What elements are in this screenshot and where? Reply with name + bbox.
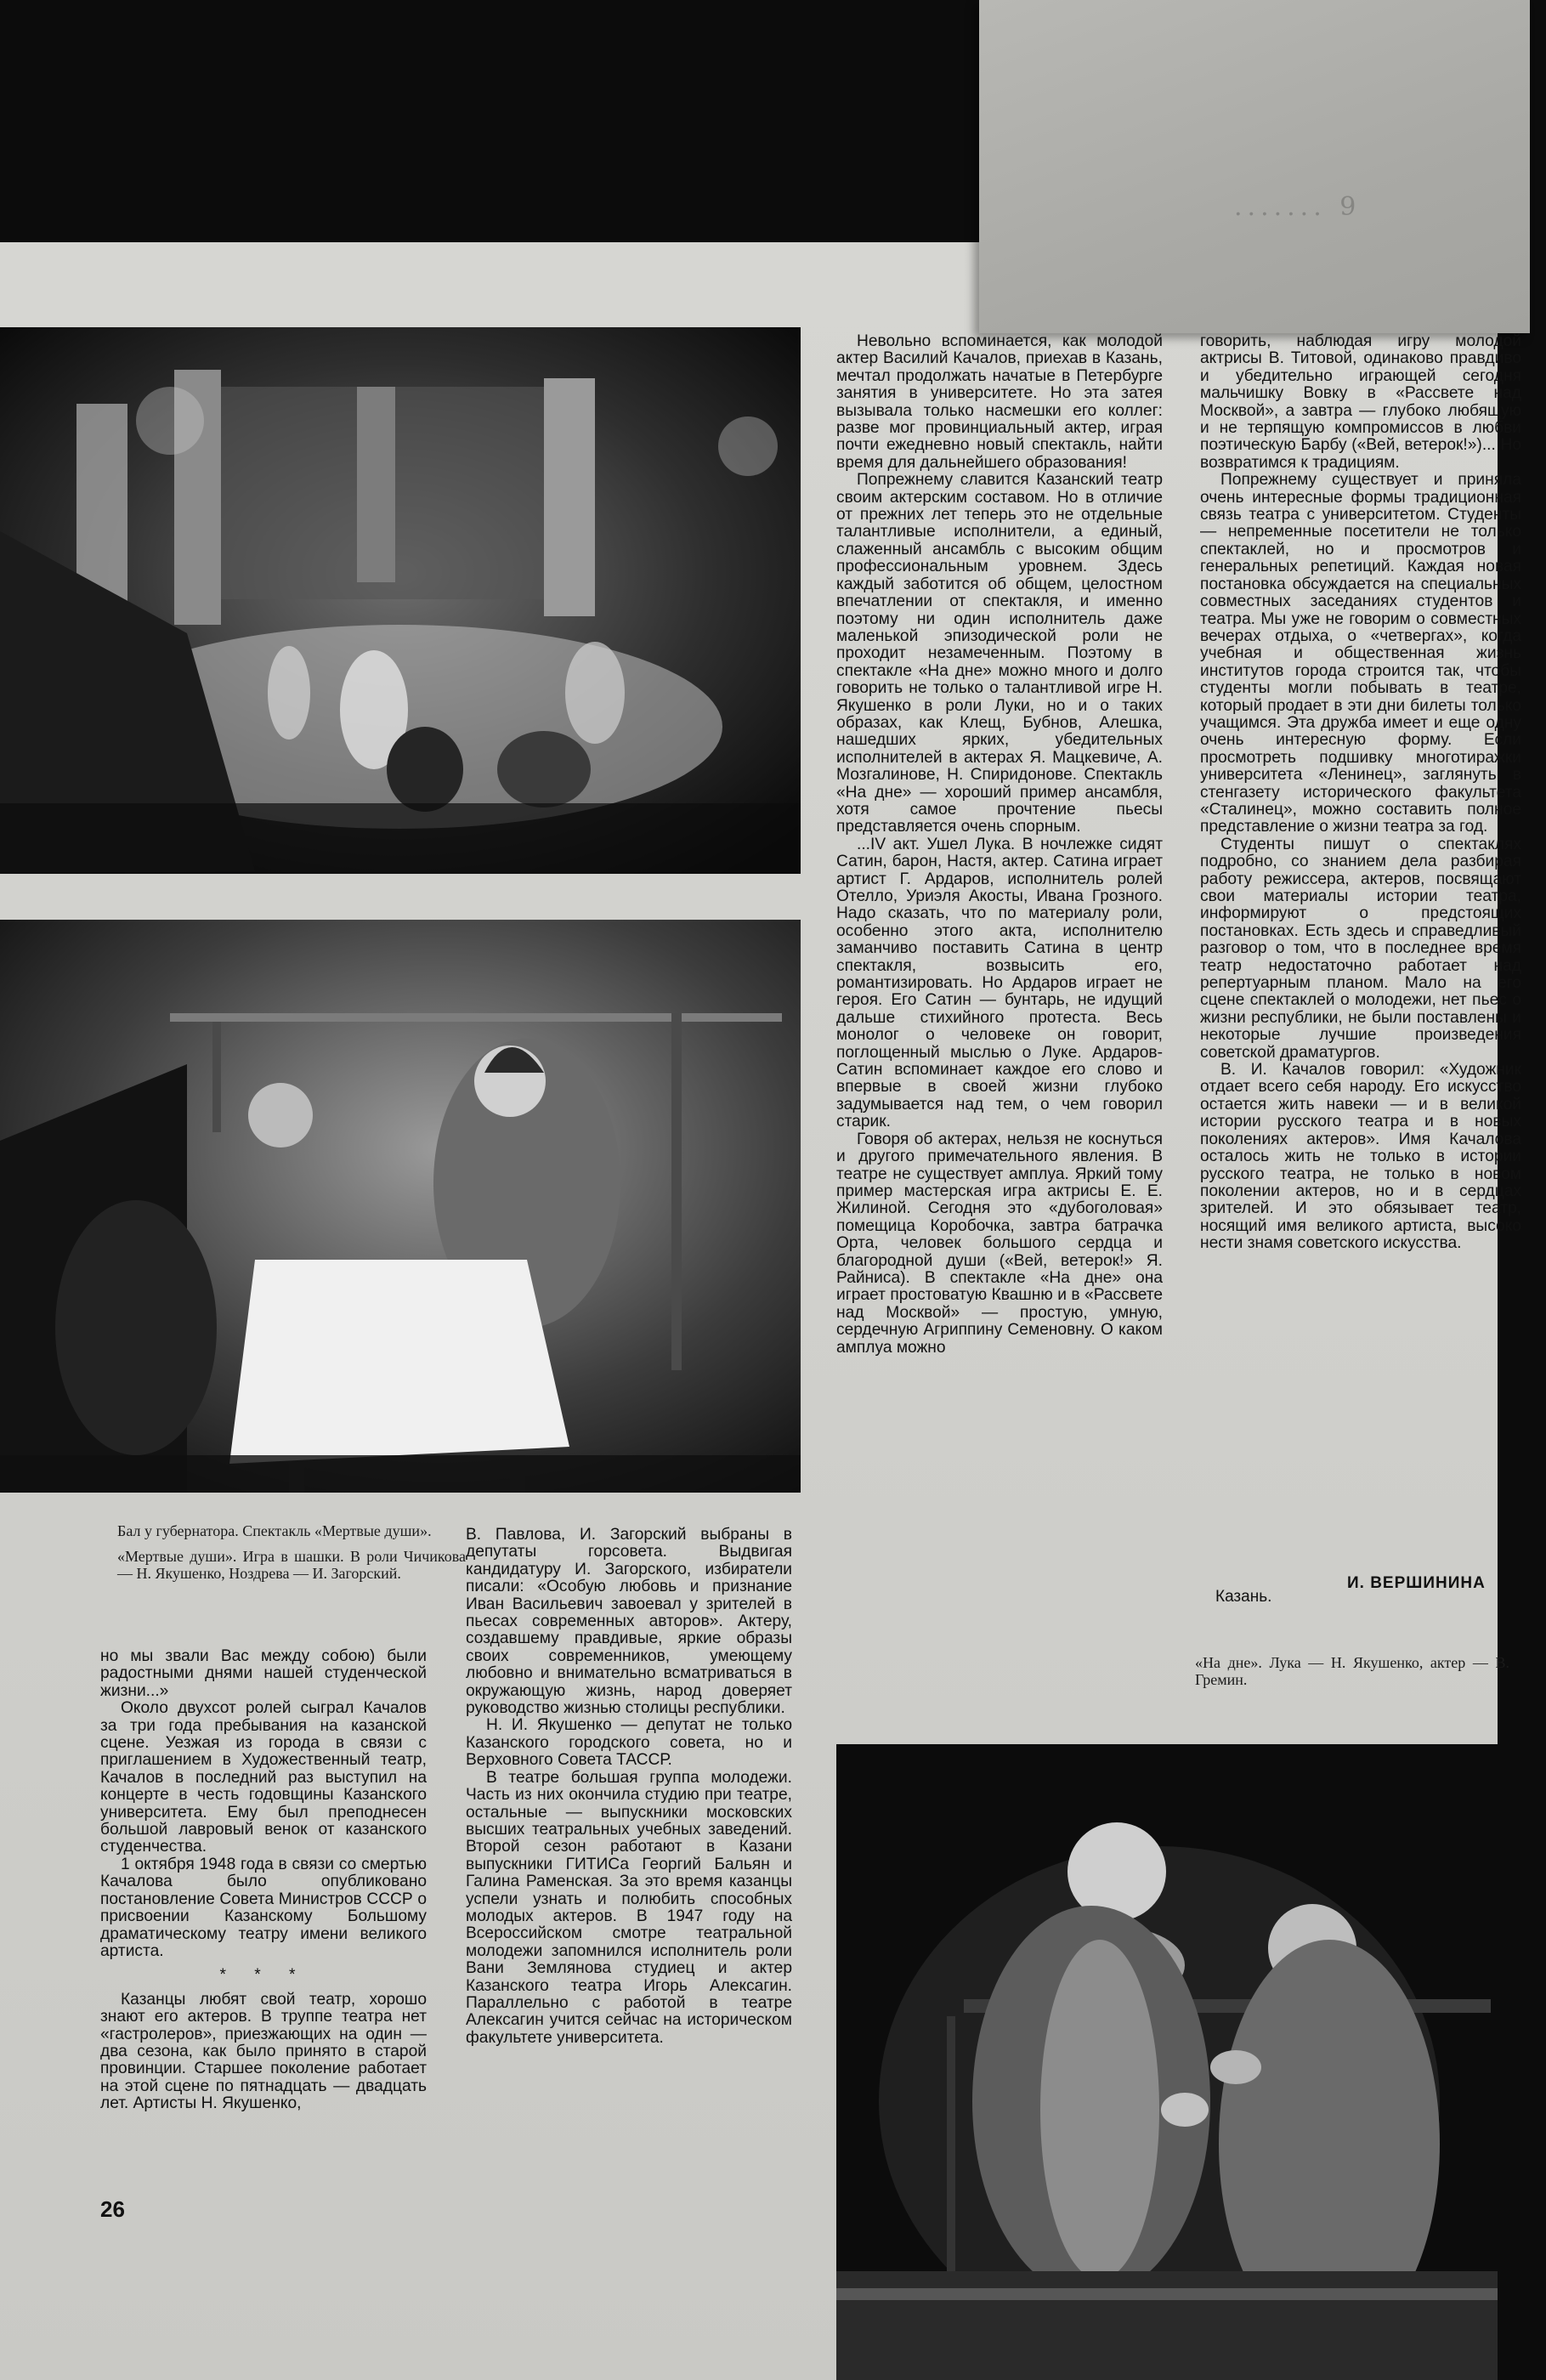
dateline-place: Казань. [1215, 1588, 1272, 1606]
article-column-middle-upper [836, 333, 1163, 1357]
photo-ball-scene [0, 327, 801, 874]
paragraph: Н. И. Якушенко — депутат не только Казанского городского совета, но и Верховного Совета ТАССР. [466, 1716, 792, 1770]
photo-na-dne [836, 1744, 1498, 2380]
paragraph: Казанцы любят свой театр, хорошо знают его актеров. В труппе театра нет «гастролеров», приезжающих на один — два сезона, как было принято в старой провинции. Старшее поколение работает на этой сцене по пятнадцать — двадцать лет. Артисты Н. Якушенко, [100, 1990, 427, 2113]
caption-table: «Мертвые души». Игра в шашки. В роли Чичикова — Н. Якушенко, Ноздрева — И. Загорский. [117, 1548, 466, 1582]
paragraph: В. И. Качалов говорил: «Художник отдает всего себя народу. Его искусство остается жить навеки — и в великой истории русского театра и в новых поколениях актеров». Имя Качалова осталось жить не только в истории русского театра, не только в новом поколении актеров, но и в сердцах зрителей. И это обязывает театр, носящий имя великого артиста, высоко нести знамя советского искусства. [1200, 1061, 1521, 1253]
article-column-left [100, 1648, 427, 2113]
author-signature: И. ВЕРШИНИНА [1347, 1574, 1486, 1592]
paragraph: Попрежнему существует и приняла очень интересные формы традиционная связь театра с университетом. Студенты — непременные посетители не только спектаклей, но и просмотров и генеральных репетиций. Каждая новая постановка обсуждается на специальных совместных заседаниях студентов и театра. Мы уже не говорим о совместных вечерах отдыха, о «четвергах», когда учебная и общественная жизнь институтов города строится так, чтобы студенты могли побывать в театре, который продает в эти дни билеты только учащимся. Эта дружба имеет и еще одну очень интересную форму. Если просмотреть подшивку многотиражки университета «Ленинец», заглянуть в стенгазету исторического факультета «Сталинец», можно составить полное представление о жизни театра за год. [1200, 471, 1521, 836]
article-column-middle-lower [466, 1527, 792, 2047]
paragraph: говорить, наблюдая игру молодой актрисы В. Титовой, одинаково правдиво и убедительно играющей сегодня мальчишку Вовку в «Рассвете над Москвой», а завтра — глубоко любящую и не терпящую компромиссов в любви поэтическую Барбу («Вей, ветерок!»)... Но возвратимся к традициям. [1200, 332, 1521, 472]
section-divider: * * * [219, 1966, 308, 1985]
overlapping-paper-scrap [979, 0, 1530, 333]
paragraph: Студенты пишут о спектаклях подробно, со знанием дела разбирая работу режиссера, актеров, посвящают свои материалы истории театра, информируют о предстоящих постановках. Есть здесь и справедливый разговор о том, что в последнее время театр недостаточно работает над репертуарным планом. Мало на его сцене спектаклей о молодежи, нет пьес о жизни республики, не были поставлены и некоторые лучшие произведения советской драматургов. [1200, 835, 1521, 1062]
paragraph: Говоря об актерах, нельзя не коснуться и другого примечательного явления. В театре не существует амплуа. Яркий тому пример мастерская игра актрисы Е. Е. Жилиной. Сегодня это «дубоголовая» помещица Коробочка, завтра батрачка Орта, человек большого сердца и благородной души («Вей, ветерок!» Я. Райниса). В спектакле «На дне» она играет простоватую Квашню и в «Рассвете над Москвой» — простую, умную, сердечную Агриппину Семеновну. О каком амплуа можно [836, 1130, 1163, 1357]
paragraph: 1 октября 1948 года в связи со смертью Качалова было опубликовано постановление Совета Министров СССР о присвоении Казанскому Большому драматическому театру имени великого артиста. [100, 1855, 427, 1960]
na-dne-image [836, 1744, 1498, 2380]
paragraph: Попрежнему славится Казанский театр своим актерским составом. Но в отличие от прежних лет теперь это не отдельные талантливые исполнители, а единый, слаженный ансамбль с высоким общим профессиональным уровнем. Здесь каждый заботится об общем, целостном впечатлении от спектакля, и именно поэтому ни один исполнитель даже маленькой эпизодической роли не проходит незамеченным. Поэтому в спектакле «На дне» можно много и долго говорить не только о талантливой игре Н. Якушенко в роли Луки, но и о таких образах, как Клещ, Бубнов, Алешка, нашедших ярких, убедительных исполнителей в актерах Я. Мацкевиче, А. Мозгалинове, Н. Спиридонове. Спектакль «На дне» — хороший пример ансамбля, хотя самое прочтение пьесы представляется очень спорным. [836, 471, 1163, 836]
caption-na-dne: «На дне». Лука — Н. Якушенко, актер — В. Гремин. [1195, 1654, 1509, 1688]
ball-scene-image [0, 327, 801, 874]
article-column-right [1200, 333, 1521, 1253]
photo-table-scene [0, 920, 801, 1493]
scrap-faint-text: ....... 9 [1234, 192, 1362, 222]
paragraph: ...IV акт. Ушел Лука. В ночлежке сидят Сатин, барон, Настя, актер. Сатина играет артист Г. Ардаров, исполнитель ролей Отелло, Уриэля Акосты, Ивана Грозного. Надо сказать, что по материалу роли, особенно этого акта, исполнителю заманчиво поставить Сатина в центр спектакля, возвысить его, романтизировать. Но Ардаров играет не героя. Его Сатин — бунтарь, не идущий дальше стихийного протеста. Весь монолог о человеке он говорит, поглощенный мыслью о Луке. Ардаров-Сатин вспоминает каждое его слово и впервые в своей жизни глубоко задумывается над тем, о чем говорил старик. [836, 835, 1163, 1131]
paragraph: В театре большая группа молодежи. Часть из них окончила студию при театре, остальные — выпускники московских высших театральных учебных заведений. Второй сезон работают в Казани выпускники ГИТИСа Георгий Бальян и Галина Раменская. За это время казанцы успели узнать и полюбить способных молодых актеров. В 1947 году на Всероссийском смотре театральной молодежи запомнился исполнитель роли Вани Землянова студиец и актер Казанского театра Игорь Алексагин. Параллельно с работой в театре Алексагин учится сейчас на историческом факультете университета. [466, 1768, 792, 2047]
paragraph: Невольно вспоминается, как молодой актер Василий Качалов, приехав в Казань, мечтал продолжать начатые в Петербурге занятия в университете. Но эта затея вызывала только насмешки его коллег: разве мог провинциальный актер, играя почти ежедневно новый спектакль, найти время для дальнейшего образования! [836, 332, 1163, 472]
caption-ball: Бал у губернатора. Спектакль «Мертвые души». [117, 1522, 432, 1539]
table-scene-image [0, 920, 801, 1493]
page-number: 26 [100, 2196, 125, 2222]
paragraph: но мы звали Вас между собою) были радостными днями нашей студенческой жизни...» [100, 1647, 427, 1700]
paragraph: Около двухсот ролей сыграл Качалов за три года пребывания на казанской сцене. Уезжая из города в связи с приглашением в Художественный театр, Качалов в последний раз выступил на концерте в честь годовщины Казанского университета. Ему был преподнесен большой лавровый венок от казанского студенчества. [100, 1699, 427, 1856]
caption-photos [117, 1522, 466, 1590]
paragraph: В. Павлова, И. Загорский выбраны в депутаты горсовета. Выдвигая кандидатуру И. Загорского, избиратели писали: «Особую любовь и признание Иван Васильевич завоевал у зрителей в пьесах современных авторов». Актеру, создавшему правдивые, яркие образы своих современников, умеющему любовно и внимательно всматриваться в окружающую жизнь, народ доверяет руководство жизнью столицы республики. [466, 1526, 792, 1718]
